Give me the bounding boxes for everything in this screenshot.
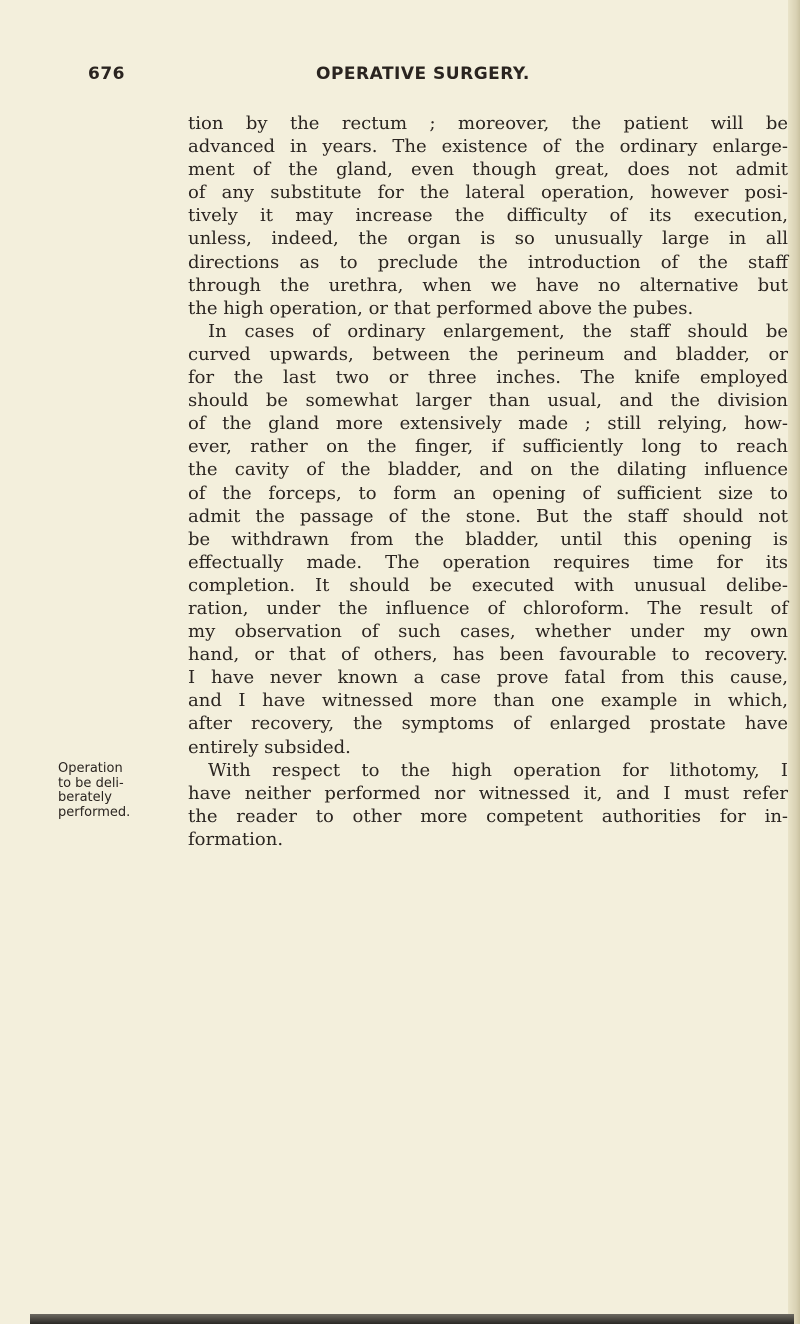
text-line: completion. It should be executed with unusual delibe-: [188, 574, 788, 596]
text-line: tively it may increase the difficulty of its execution,: [188, 205, 788, 227]
text-line: admit the passage of the stone. But the staff should not: [188, 505, 788, 527]
text-line: unless, indeed, the organ is so unusually large in all: [188, 228, 788, 250]
marginal-note-line: berately: [58, 790, 112, 805]
text-line: of the gland more extensively made ; still relying, how-: [188, 413, 788, 435]
marginal-note: [58, 762, 178, 820]
text-line: ever, rather on the finger, if sufficiently long to reach: [188, 436, 788, 458]
paragraph-start-line: With respect to the high operation for lithotomy, I: [208, 759, 788, 781]
text-line: through the urethra, when we have no alternative but: [188, 274, 788, 296]
text-line: entirely subsided.: [188, 736, 351, 758]
text-line: directions as to preclude the introduction of the staff: [188, 251, 788, 273]
text-line: for the last two or three inches. The knife employed: [188, 367, 788, 389]
text-line: formation.: [188, 828, 284, 850]
text-line: and I have witnessed more than one example in which,: [188, 690, 788, 712]
page-bottom-edge: [30, 1314, 794, 1324]
text-line: hand, or that of others, has been favourable to recovery.: [188, 644, 788, 666]
text-line: tion by the rectum ; moreover, the patient will be: [188, 113, 788, 134]
marginal-note-line: to be deli-: [58, 775, 124, 791]
text-line: my observation of such cases, whether under my own: [188, 621, 788, 643]
text-line: advanced in years. The existence of the ordinary enlarge-: [188, 136, 788, 158]
text-line: effectually made. The operation requires time for its: [188, 551, 788, 573]
text-line: be withdrawn from the bladder, until this opening is: [188, 528, 788, 550]
paragraph-start-line: In cases of ordinary enlargement, the staff should be: [208, 320, 788, 342]
text-line: have neither performed nor witnessed it, and I must refer: [188, 782, 788, 804]
text-line: ration, under the influence of chloroform. The result of: [188, 597, 788, 619]
marginal-note-line: Operation: [58, 761, 123, 776]
text-line: of any substitute for the lateral operation, however posi-: [188, 182, 788, 204]
text-line: of the forceps, to form an opening of sufficient size to: [188, 482, 788, 504]
text-line: ment of the gland, even though great, does not admit: [188, 159, 788, 181]
running-head: OPERATIVE SURGERY.: [316, 64, 530, 84]
text-line: I have never known a case prove fatal from this cause,: [188, 667, 788, 689]
page-number: 676: [88, 64, 125, 84]
page-edge-shadow: [788, 0, 800, 1324]
text-line: the high operation, or that performed above the pubes.: [188, 297, 694, 319]
text-line: curved upwards, between the perineum and bladder, or: [188, 343, 788, 365]
body-text: [188, 112, 788, 851]
text-line: the reader to other more competent authorities for in-: [188, 805, 788, 827]
marginal-note-line: performed.: [58, 804, 131, 820]
text-line: the cavity of the bladder, and on the dilating influence: [188, 459, 788, 481]
text-line: after recovery, the symptoms of enlarged prostate have: [188, 713, 788, 735]
page-header: [0, 64, 800, 90]
text-line: should be somewhat larger than usual, and the division: [188, 390, 788, 412]
